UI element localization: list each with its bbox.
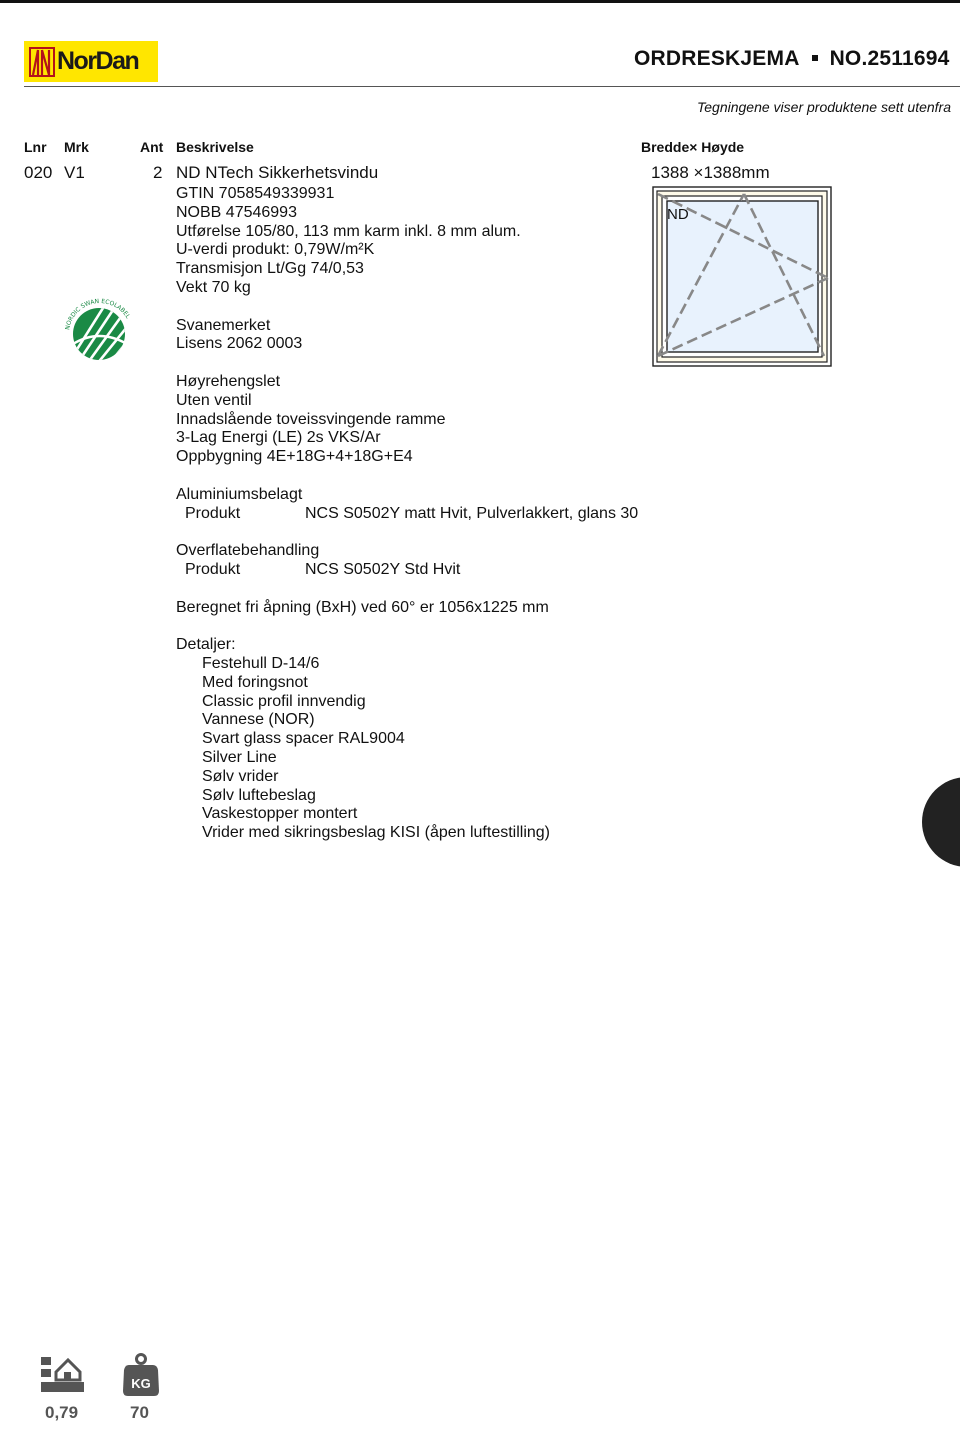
desc-line: Oppbygning 4E+18G+4+18G+E4	[176, 448, 413, 466]
detail-item: Vannese (NOR)	[202, 711, 315, 729]
opening-info: Beregnet fri åpning (BxH) ved 60° er 1056x1225 mm	[176, 598, 549, 616]
form-title: ORDRESKJEMA	[634, 47, 800, 70]
row-quantity: 2	[153, 163, 163, 182]
row-mark: V1	[64, 163, 85, 182]
desc-line: Vekt 70 kg	[176, 278, 251, 296]
col-header-mrk: Mrk	[64, 139, 89, 155]
logo-text: NorDan	[57, 47, 139, 75]
order-number: NO.2511694	[829, 47, 950, 70]
desc-line: Uten ventil	[176, 391, 252, 409]
kg-badge-text: KG	[131, 1376, 151, 1391]
surface-product	[176, 561, 638, 580]
side-tab-marker	[922, 777, 960, 867]
window-drawing	[652, 186, 834, 370]
aluminium-product	[176, 505, 638, 524]
u-value-summary: 0,79	[45, 1403, 79, 1422]
weight-summary: 70	[130, 1403, 149, 1422]
page-title	[634, 47, 950, 71]
detail-item: Vrider med sikringsbeslag KISI (åpen luftestilling)	[202, 824, 551, 842]
col-header-size: Bredde× Høyde	[641, 139, 745, 155]
nordan-logo	[24, 41, 158, 82]
row-line-number: 020	[24, 163, 53, 182]
nordan-window-logo-icon	[29, 47, 55, 77]
product-size: 1388 ×1388mm	[651, 163, 770, 182]
prop-key: Produkt	[185, 560, 241, 578]
detail-item: Sølv luftebeslag	[202, 786, 316, 804]
surface-heading: Overflatebehandling	[176, 542, 320, 560]
details-heading: Detaljer:	[176, 636, 236, 654]
prop-value: NCS S0502Y matt Hvit, Pulverlakkert, glans 30	[305, 504, 639, 522]
header-divider	[24, 86, 960, 87]
kg-weight-icon	[122, 1353, 160, 1397]
desc-line: Høyrehengslet	[176, 372, 281, 390]
top-border	[0, 0, 960, 3]
detail-item: Silver Line	[202, 748, 277, 766]
detail-item: Classic profil innvendig	[202, 692, 366, 710]
aluminium-heading: Aluminiumsbelagt	[176, 485, 303, 503]
desc-line: NOBB 47546993	[176, 203, 297, 221]
prop-key: Produkt	[185, 504, 241, 522]
desc-line: 3-Lag Energi (LE) 2s VKS/Ar	[176, 429, 381, 447]
col-header-lnr: Lnr	[24, 139, 47, 155]
detail-item: Vaskestopper montert	[202, 805, 358, 823]
ecolabel-text: NORDIC SWAN ECOLABEL	[64, 298, 132, 331]
desc-line: U-verdi produkt: 0,79W/m²K	[176, 241, 375, 259]
detail-item: Sølv vrider	[202, 767, 279, 785]
nordic-swan-ecolabel-icon	[61, 298, 137, 362]
desc-line: Utførelse 105/80, 113 mm karm inkl. 8 mm alum.	[176, 222, 521, 240]
desc-line: GTIN 7058549339931	[176, 185, 335, 202]
col-header-description: Beskrivelse	[176, 139, 254, 155]
desc-line: Innadslående toveissvingende ramme	[176, 410, 446, 428]
detail-item: Festehull D-14/6	[202, 654, 320, 672]
detail-item: Svart glass spacer RAL9004	[202, 730, 405, 748]
title-separator	[812, 55, 818, 61]
drawing-label: ND	[667, 206, 689, 223]
product-title: ND NTech Sikkerhetsvindu	[176, 163, 379, 182]
prop-value: NCS S0502Y Std Hvit	[305, 560, 461, 578]
desc-line: Lisens 2062 0003	[176, 335, 303, 353]
col-header-ant: Ant	[140, 139, 164, 155]
desc-line: Svanemerket	[176, 316, 271, 334]
product-description	[176, 185, 638, 843]
desc-line: Transmisjon Lt/Gg 74/0,53	[176, 260, 364, 278]
drawing-note: Tegningene viser produktene sett utenfra	[697, 99, 951, 115]
detail-item: Med foringsnot	[202, 673, 308, 691]
house-insulation-icon	[40, 1356, 86, 1394]
